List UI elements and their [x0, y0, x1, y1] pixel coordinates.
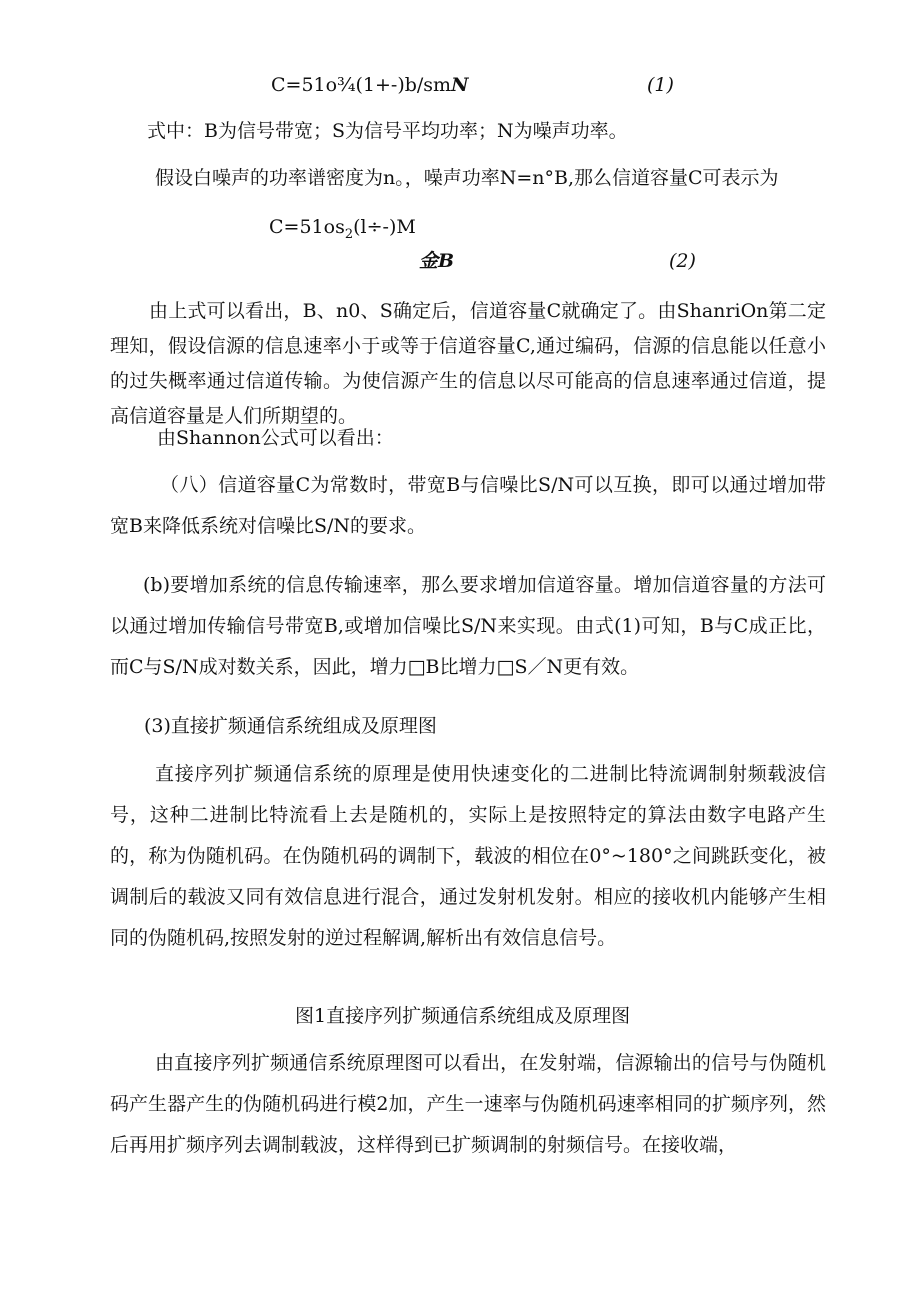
formula-2-number: (2) [669, 250, 696, 272]
item-a [110, 465, 826, 547]
formula-2-denominator: 金B [419, 250, 455, 272]
paragraph-dsss-principle [110, 754, 826, 959]
paragraph-capacity-text: 由上式可以看出，B、n0、S确定后，信道容量C就确定了。由ShanriOn第二定理知，假设信源的信息速率小于或等于信道容量C,通过编码，信源的信息能以任意小的过失概率通过信道传输。为使信源产生的信息以尽可能高的信息速率通过信道，提高信道容量是人们所期望的。 [110, 300, 826, 427]
formula-2-pre: C=51os [269, 216, 345, 238]
paragraph-dsss-principle-text: 直接序列扩频通信系统的原理是使用快速变化的二进制比特流调制射频载波信号，这种二进制比特流看上去是随机的，实际上是按照特定的算法由数字电路产生的，称为伪随机码。在伪随机码的调制下，载波的相位在0°~180°之间跳跃变化，被调制后的载波又同有效信息进行混合，通过发射机发射。相应的接收机内能够产生相同的伪随机码,按照发射的逆过程解调,解析出有效信息信号。 [110, 763, 826, 949]
assumption-line: 假设白噪声的功率谱密度为n。，噪声功率N=n°B,那么信道容量C可表示为 [155, 167, 779, 189]
figure-caption: 图1直接序列扩频通信系统组成及原理图 [295, 1005, 631, 1027]
paragraph-transmitter-text: 由直接序列扩频通信系统原理图可以看出，在发射端，信源输出的信号与伪随机码产生器产生的伪随机码进行模2加，产生一速率与伪随机码速率相同的扩频序列，然后再用扩频序列去调制载波，这样得到已扩频调制的射频信号。在接收端， [110, 1052, 826, 1156]
formula-2-post: (l÷-)M [353, 216, 416, 238]
formula-2-sub: 2 [344, 226, 354, 242]
item-b [110, 565, 826, 688]
formula-1-number: (1) [647, 74, 674, 96]
shannon-intro-line: 由Shannon公式可以看出： [157, 427, 394, 449]
item-b-text: (b)要增加系统的信息传输速率，那么要求增加信道容量。增加信道容量的方法可以通过增加传输信号带宽B,或增加信噪比S/N来实现。由式(1)可知，B与C成正比，而C与S/N成对数关系，因此，增力□B比增力□S／N更有效。 [110, 574, 826, 678]
formula-legend: 式中：B为信号带宽；S为信号平均功率；N为噪声功率。 [147, 120, 628, 142]
item-a-text: （八）信道容量C为常数时，带宽B与信噪比S/N可以互换，即可以通过增加带宽B来降低系统对信噪比S/N的要求。 [110, 474, 826, 537]
paragraph-capacity [110, 294, 826, 434]
formula-1 [271, 73, 468, 97]
formula-1-tail: N [451, 74, 469, 96]
section-heading-3: (3)直接扩频通信系统组成及原理图 [144, 715, 437, 737]
paragraph-transmitter [110, 1043, 826, 1166]
formula-2 [269, 215, 416, 242]
formula-1-body: C=51o¾(1+-)b/sm [271, 74, 452, 96]
